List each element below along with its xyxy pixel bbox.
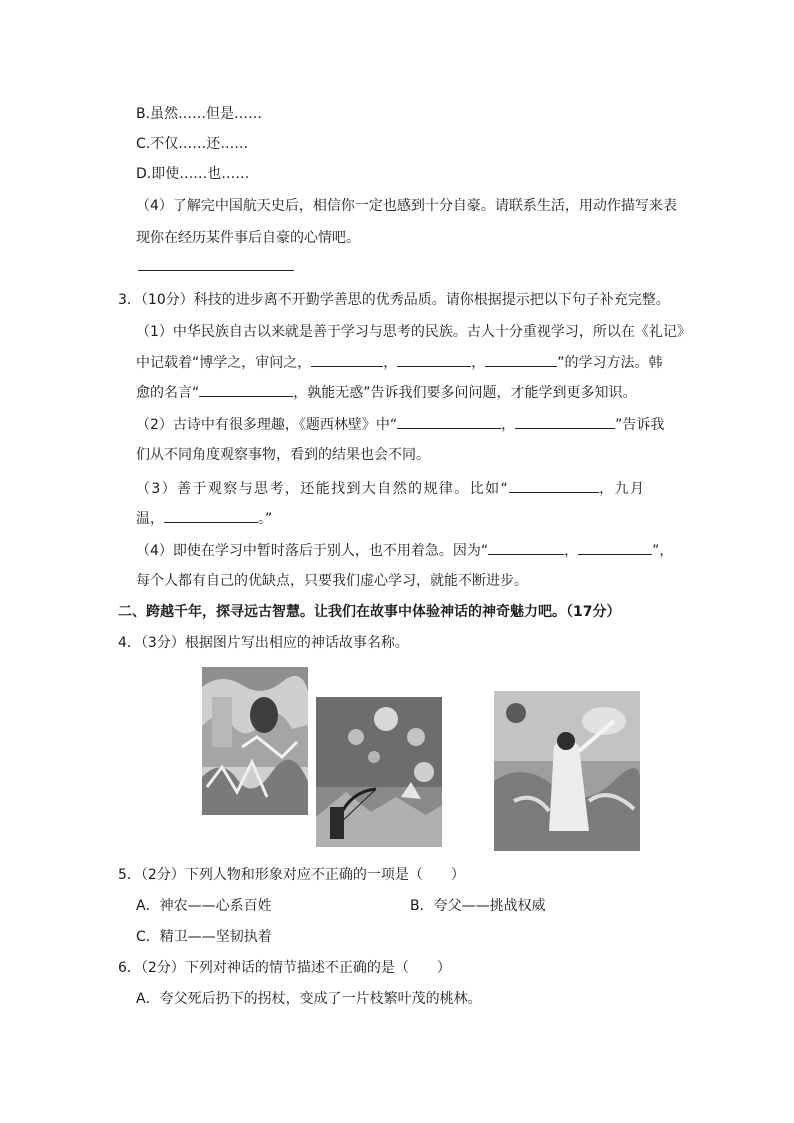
q3-1-line2 [136,352,663,373]
q3-2-text-a: （2）古诗中有很多理趣，《题西林壁》中“ [136,417,398,433]
q3-4-text-a: （4）即使在学习中暂时落后于别人，也不用着急。因为“ [136,543,489,559]
blank-1[interactable] [311,352,383,367]
picture-goddess-clouds [494,691,640,851]
q4-stem: 4．（3分）根据图片写出相应的神话故事名称。 [118,635,409,651]
q3-4-text-b: ”， [652,543,674,559]
q3-1-text-c: 愈的名言“ [136,385,200,401]
option-d: D.即使……也…… [136,166,250,182]
q2-4-line2: 现你在经历某件事后自豪的心情吧。 [136,230,360,246]
q3-1-sep-2: ， [471,355,486,371]
q3-3-line2 [136,508,272,529]
option-b: B.虽然……但是…… [136,106,263,122]
q3-stem: 3．（10分）科技的进步离不开勤学善思的优秀品质。请你根据提示把以下句子补充完整。 [118,292,670,308]
blank-10[interactable] [578,540,652,555]
answer-line[interactable] [138,270,294,271]
blank-4[interactable] [199,382,293,397]
q2-4-line1: （4）了解完中国航天史后，相信你一定也感到十分自豪。请联系生活，用动作描写来表 [136,198,677,214]
q3-2-sep: ， [501,417,516,433]
q3-2-line2: 们从不同角度观察事物，看到的结果也会不同。 [136,447,430,463]
blank-8[interactable] [164,508,258,523]
q6-option-a[interactable]: A．夸父死后扔下的拐杖，变成了一片枝繁叶茂的桃林。 [136,991,482,1007]
q3-1-line1: （1）中华民族自古以来就是善于学习与思考的民族。古人十分重视学习，所以在《礼记》 [136,324,691,340]
blank-3[interactable] [485,352,557,367]
option-c: C.不仅……还…… [136,136,249,152]
q3-3-line1 [136,478,645,499]
q3-3-text-b: ，九月 [599,481,646,497]
blank-9[interactable] [488,540,564,555]
q3-4-line2: 每个人都有自己的优缺点，只要我们虚心学习，就能不断进步。 [136,573,528,589]
q3-1-sep-1: ， [383,355,398,371]
q3-4-sep: ， [564,543,579,559]
q5-stem: 5．（2分）下列人物和形象对应不正确的一项是（ ） [118,867,465,883]
blank-7[interactable] [509,478,599,493]
q5-option-a[interactable]: A．神农——心系百姓 [136,898,272,914]
q6-stem: 6．（2分）下列对神话的情节描述不正确的是（ ） [118,960,451,976]
q3-4-line1 [136,540,673,561]
q5-option-c[interactable]: C．精卫——坚韧执着 [136,929,272,945]
q3-1-line3 [136,382,637,403]
picture-archer-suns [316,697,442,847]
blank-6[interactable] [515,414,615,429]
q5-option-b[interactable]: B．夸父——挑战权威 [410,898,546,914]
q3-3-text-c: 温， [136,511,164,527]
blank-2[interactable] [397,352,471,367]
q3-1-text-d: ，孰能无惑”告诉我们要多问问题，才能学到更多知识。 [293,385,637,401]
q3-1-text-end: ”的学习方法。韩 [557,355,663,371]
q3-2-text-b: ”告诉我 [615,417,665,433]
q3-2-line1 [136,414,664,435]
picture-waves-figure [202,667,308,815]
q3-1-text-a: 中记载着“博学之，审问之， [136,355,312,371]
blank-5[interactable] [397,414,501,429]
section2-heading: 二、跨越千年，探寻远古智慧。让我们在故事中体验神话的神奇魅力吧。（17分） [118,604,621,620]
q3-3-text-a: （3）善于观察与思考，还能找到大自然的规律。比如“ [136,481,510,497]
q3-3-text-d: 。” [258,511,273,527]
